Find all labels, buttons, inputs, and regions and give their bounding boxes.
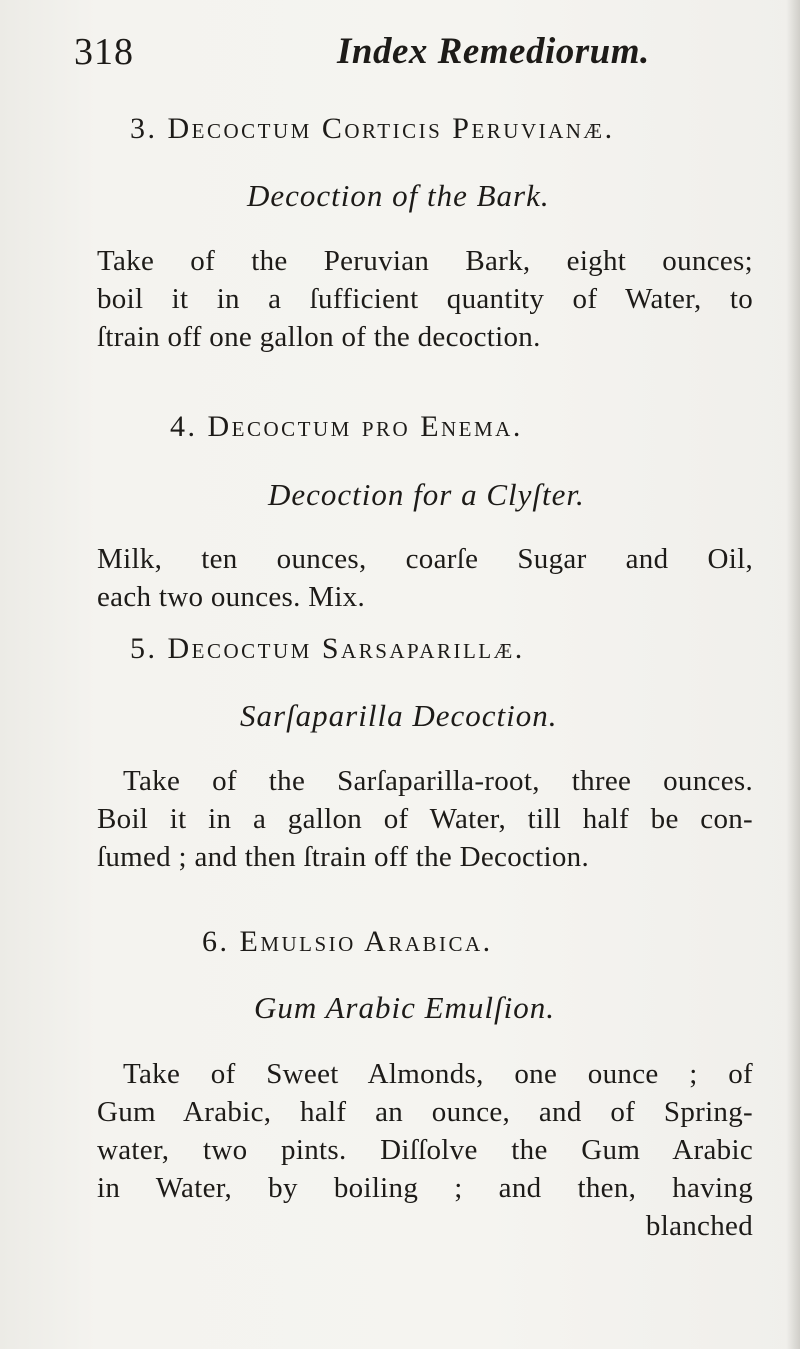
text-line: Take of the Sarſaparilla-root, three ounces. (123, 765, 753, 797)
text-line: in Water, by boiling ; and then, having (97, 1172, 753, 1204)
running-title: Index Remediorum. (337, 31, 650, 72)
entry-heading: 3. Decoctum Corticis Peruvianæ. (130, 112, 615, 145)
text-line: Take of the Peruvian Bark, eight ounces; (97, 245, 753, 277)
text-line: ſtrain off one gallon of the decoction. (97, 321, 541, 353)
page-number: 318 (74, 31, 134, 73)
page-edge-shadow (786, 0, 800, 1349)
text-line: boil it in a ſufficient quantity of Water, to (97, 283, 753, 315)
entry-body (97, 1055, 753, 1245)
entry-subtitle: Decoction of the Bark. (247, 178, 550, 213)
text-line: Take of Sweet Almonds, one ounce ; of (123, 1058, 753, 1090)
entry-subtitle: Gum Arabic Emulſion. (254, 990, 555, 1025)
text-line: ſumed ; and then ſtrain off the Decoction. (97, 841, 590, 873)
text-line: Boil it in a gallon of Water, till half be con- (97, 803, 753, 835)
entry-heading: 4. Decoctum pro Enema. (170, 410, 523, 443)
entry-subtitle: Sarſaparilla Decoction. (240, 698, 558, 733)
entry-heading: 6. Emulsio Arabica. (202, 925, 493, 958)
catchword: blanched (645, 1210, 753, 1242)
entry-body (97, 242, 753, 356)
entry-subtitle: Decoction for a Clyſter. (268, 477, 585, 512)
text-line: each two ounces. Mix. (97, 581, 366, 613)
entry-body (97, 540, 753, 616)
entry-heading: 5. Decoctum Sarsaparillæ. (130, 632, 525, 665)
text-line: Gum Arabic, half an ounce, and of Spring- (97, 1096, 753, 1128)
text-line: water, two pints. Diſſolve the Gum Arabic (97, 1134, 753, 1166)
entry-body (97, 762, 753, 876)
text-line: Milk, ten ounces, coarſe Sugar and Oil, (97, 543, 753, 575)
